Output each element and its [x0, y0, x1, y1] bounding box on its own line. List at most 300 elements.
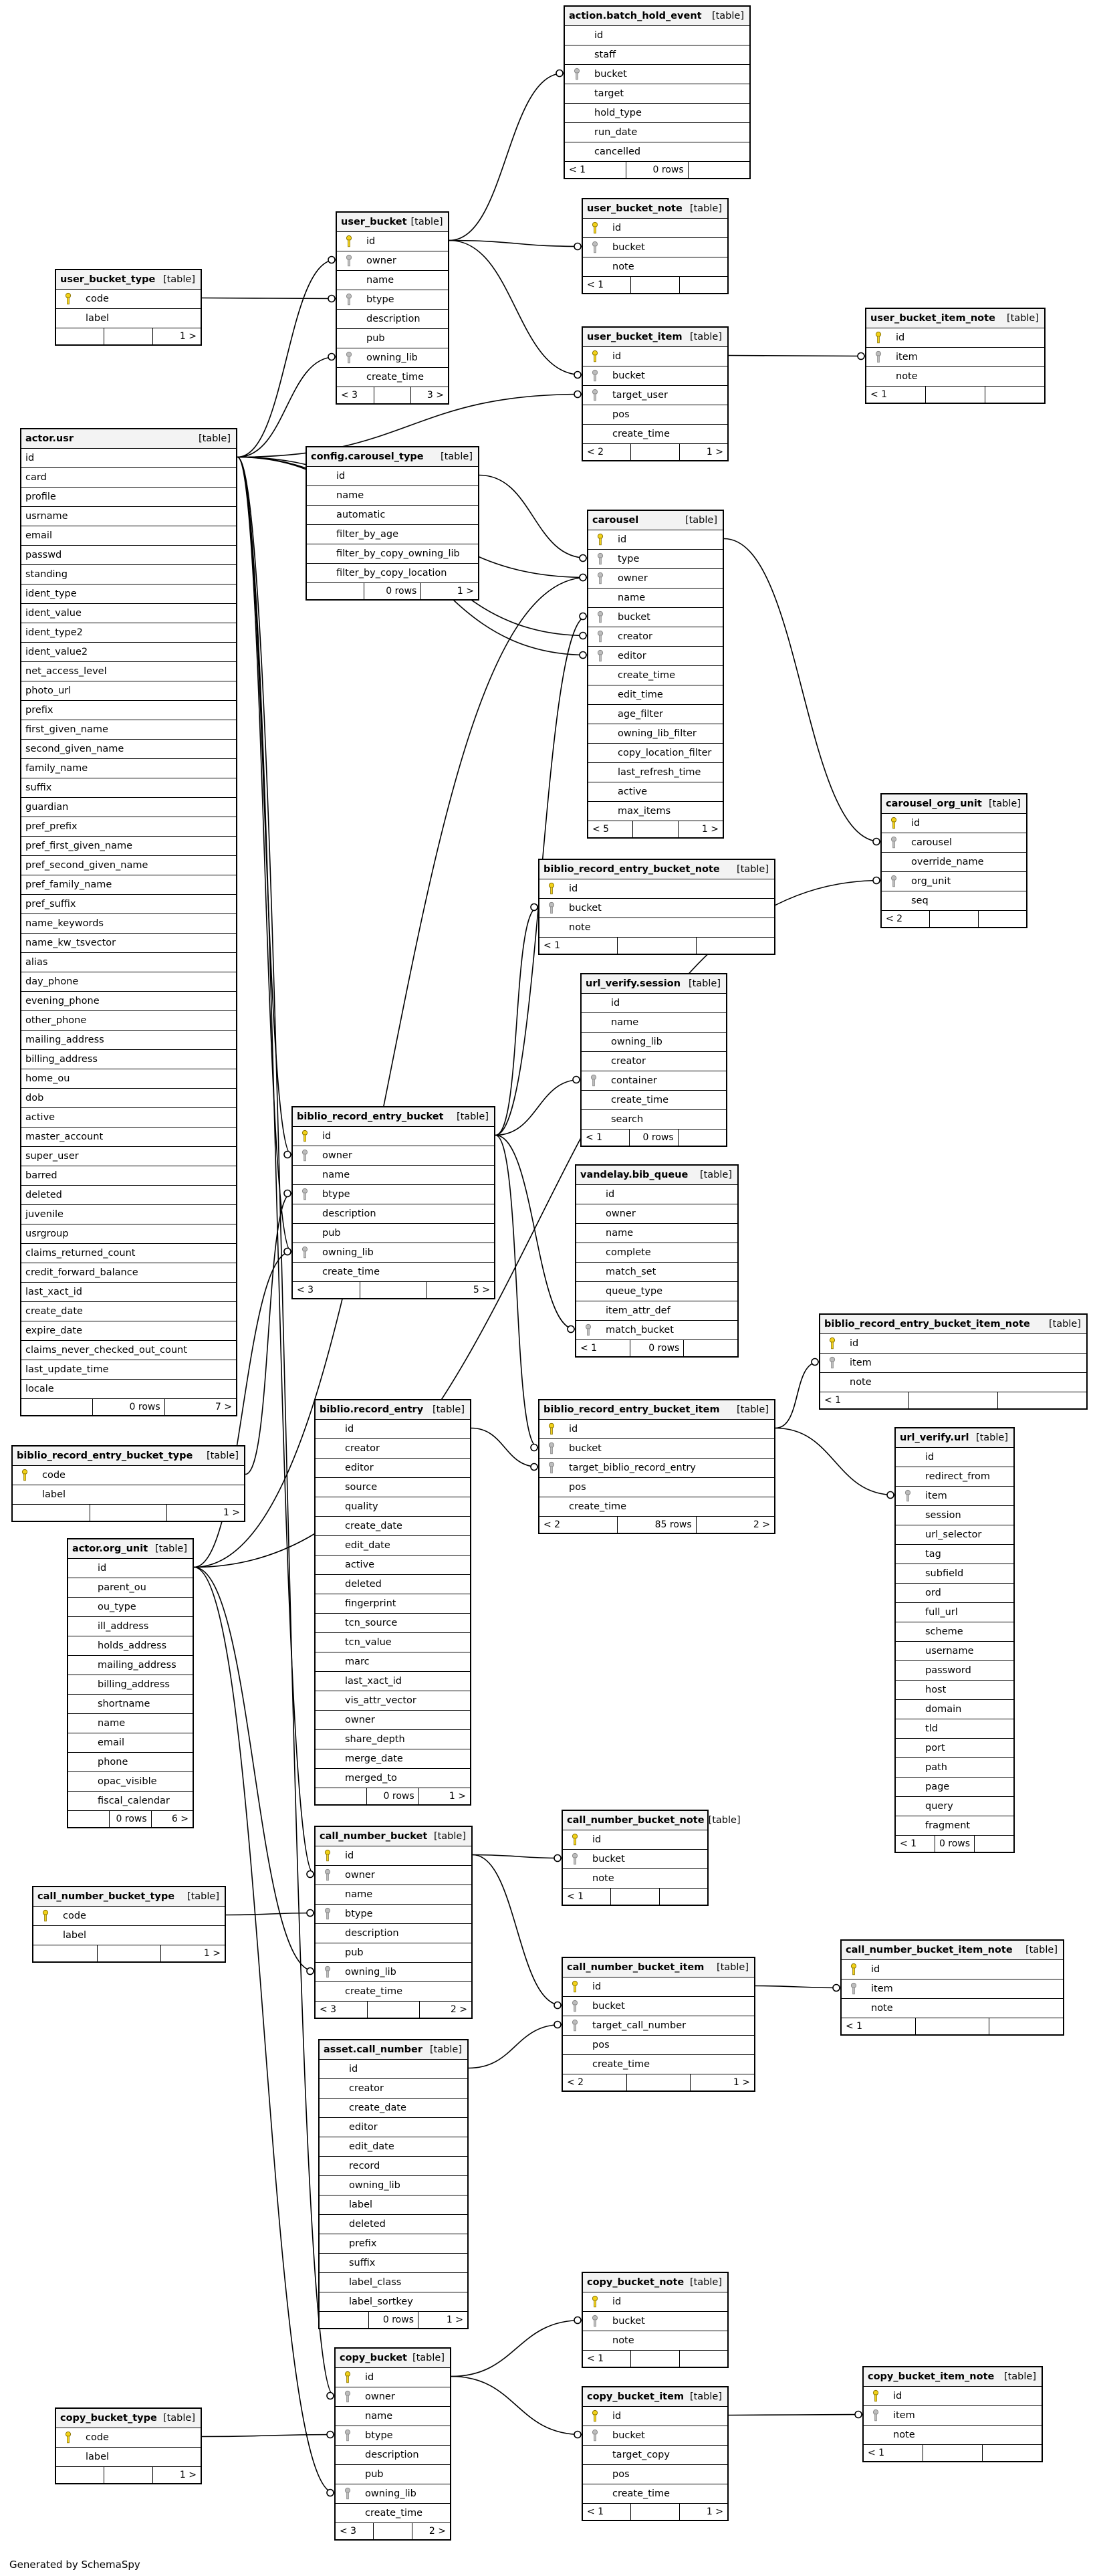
column-row[interactable]: [21, 1147, 236, 1166]
parent-count[interactable]: < 1: [820, 1392, 909, 1408]
child-count[interactable]: 3 >: [426, 390, 445, 401]
column-row[interactable]: [316, 1672, 470, 1691]
column-row[interactable]: [293, 1204, 494, 1224]
parent-count[interactable]: < 1: [583, 2351, 631, 2367]
column-row[interactable]: [563, 1869, 707, 1889]
column-row[interactable]: [21, 681, 236, 701]
column-row[interactable]: [588, 530, 723, 550]
child-count[interactable]: 1 >: [203, 1948, 221, 1959]
table-header[interactable]: [820, 1315, 1086, 1334]
table-copy-bucket-item[interactable]: [582, 2386, 729, 2521]
column-row[interactable]: [316, 1497, 470, 1517]
column-row[interactable]: [565, 26, 749, 45]
column-row[interactable]: [576, 1301, 737, 1321]
parent-count[interactable]: < 2: [583, 444, 631, 460]
column-row[interactable]: [565, 65, 749, 84]
column-row[interactable]: [866, 367, 1044, 387]
column-row[interactable]: [565, 84, 749, 104]
column-row[interactable]: [842, 1960, 1063, 1979]
child-count[interactable]: 2 >: [429, 2526, 446, 2537]
column-row[interactable]: [316, 1963, 471, 1982]
child-count[interactable]: 1 >: [701, 824, 719, 835]
parent-count[interactable]: < 1: [565, 162, 626, 178]
table-header[interactable]: [588, 511, 723, 530]
row-count[interactable]: 0 rows: [110, 1811, 151, 1827]
column-row[interactable]: [21, 1050, 236, 1069]
column-row[interactable]: [21, 1283, 236, 1302]
column-row[interactable]: [307, 506, 478, 525]
column-row[interactable]: [68, 1714, 193, 1733]
table-header[interactable]: [866, 309, 1044, 328]
column-row[interactable]: [320, 2292, 467, 2312]
column-row[interactable]: [337, 232, 448, 251]
column-row[interactable]: [882, 891, 1026, 911]
column-row[interactable]: [56, 290, 201, 309]
column-row[interactable]: [320, 2060, 467, 2079]
column-row[interactable]: [21, 720, 236, 740]
column-row[interactable]: [337, 368, 448, 387]
table-header[interactable]: [539, 1400, 774, 1420]
column-row[interactable]: [583, 2484, 727, 2504]
column-row[interactable]: [336, 2484, 450, 2504]
column-row[interactable]: [539, 899, 774, 918]
table-header[interactable]: [293, 1107, 494, 1127]
column-row[interactable]: [896, 1758, 1013, 1778]
column-row[interactable]: [293, 1243, 494, 1263]
column-row[interactable]: [576, 1204, 737, 1224]
column-row[interactable]: [316, 1769, 470, 1788]
column-row[interactable]: [565, 45, 749, 65]
column-row[interactable]: [563, 1977, 754, 1997]
column-row[interactable]: [866, 328, 1044, 348]
column-row[interactable]: [21, 468, 236, 488]
column-row[interactable]: [316, 1633, 470, 1652]
table-biblio-record-entry-bucket-note[interactable]: [538, 859, 775, 955]
column-row[interactable]: [21, 488, 236, 507]
table-url-verify-url[interactable]: [894, 1427, 1015, 1853]
column-row[interactable]: [842, 1979, 1063, 1999]
column-row[interactable]: [21, 972, 236, 992]
table-header[interactable]: [320, 2040, 467, 2060]
column-row[interactable]: [896, 1584, 1013, 1603]
table-user-bucket-type[interactable]: [55, 269, 202, 346]
column-row[interactable]: [896, 1739, 1013, 1758]
column-row[interactable]: [293, 1166, 494, 1185]
parent-count[interactable]: < 3: [336, 2523, 374, 2539]
column-row[interactable]: [316, 1846, 471, 1866]
column-row[interactable]: [316, 1982, 471, 2002]
child-count[interactable]: 6 >: [171, 1814, 189, 1824]
table-header[interactable]: [68, 1539, 193, 1559]
column-row[interactable]: [896, 1545, 1013, 1564]
column-row[interactable]: [33, 1926, 225, 1945]
parent-count[interactable]: < 1: [563, 1889, 611, 1905]
column-row[interactable]: [582, 1013, 726, 1033]
child-count[interactable]: 7 >: [215, 1402, 232, 1412]
table-header[interactable]: [307, 447, 478, 467]
column-row[interactable]: [316, 1555, 470, 1575]
table-url-verify-session[interactable]: [580, 973, 727, 1147]
column-row[interactable]: [583, 425, 727, 444]
column-row[interactable]: [896, 1797, 1013, 1816]
table-header[interactable]: [563, 1958, 754, 1977]
column-row[interactable]: [21, 1224, 236, 1244]
column-row[interactable]: [576, 1263, 737, 1282]
table-header[interactable]: [539, 860, 774, 879]
row-count[interactable]: 0 rows: [93, 1399, 164, 1415]
column-row[interactable]: [21, 1380, 236, 1399]
column-row[interactable]: [68, 1559, 193, 1578]
column-row[interactable]: [21, 507, 236, 526]
column-row[interactable]: [320, 2137, 467, 2157]
column-row[interactable]: [539, 1497, 774, 1517]
column-row[interactable]: [33, 1907, 225, 1926]
column-row[interactable]: [583, 238, 727, 257]
column-row[interactable]: [582, 994, 726, 1013]
table-call-number-bucket-item-note[interactable]: [840, 1939, 1064, 2036]
column-row[interactable]: [583, 2292, 727, 2312]
table-header[interactable]: [882, 794, 1026, 814]
table-header[interactable]: [842, 1941, 1063, 1960]
parent-count[interactable]: < 1: [583, 277, 631, 293]
column-row[interactable]: [563, 1850, 707, 1869]
column-row[interactable]: [21, 1166, 236, 1186]
column-row[interactable]: [820, 1354, 1086, 1373]
column-row[interactable]: [56, 309, 201, 328]
column-row[interactable]: [582, 1110, 726, 1130]
column-row[interactable]: [21, 1244, 236, 1263]
column-row[interactable]: [563, 1997, 754, 2016]
table-header[interactable]: [56, 2409, 201, 2428]
column-row[interactable]: [563, 1830, 707, 1850]
column-row[interactable]: [320, 2099, 467, 2118]
column-row[interactable]: [336, 2387, 450, 2407]
column-row[interactable]: [896, 1603, 1013, 1622]
column-row[interactable]: [588, 550, 723, 569]
table-call-number-bucket-item[interactable]: [562, 1957, 755, 2092]
column-row[interactable]: [336, 2407, 450, 2426]
column-row[interactable]: [307, 467, 478, 486]
column-row[interactable]: [21, 875, 236, 895]
column-row[interactable]: [539, 879, 774, 899]
column-row[interactable]: [21, 1321, 236, 1341]
column-row[interactable]: [896, 1642, 1013, 1661]
column-row[interactable]: [316, 1478, 470, 1497]
column-row[interactable]: [896, 1681, 1013, 1700]
column-row[interactable]: [896, 1448, 1013, 1467]
column-row[interactable]: [68, 1772, 193, 1792]
column-row[interactable]: [21, 895, 236, 914]
column-row[interactable]: [316, 1517, 470, 1536]
column-row[interactable]: [337, 251, 448, 271]
child-count[interactable]: 1 >: [179, 331, 197, 342]
column-row[interactable]: [13, 1466, 244, 1485]
parent-count[interactable]: < 1: [582, 1130, 630, 1146]
table-header[interactable]: [56, 270, 201, 290]
column-row[interactable]: [316, 1924, 471, 1943]
column-row[interactable]: [316, 1691, 470, 1711]
column-row[interactable]: [320, 2079, 467, 2099]
column-row[interactable]: [336, 2446, 450, 2465]
column-row[interactable]: [588, 666, 723, 685]
column-row[interactable]: [316, 1536, 470, 1555]
column-row[interactable]: [21, 1128, 236, 1147]
column-row[interactable]: [583, 366, 727, 386]
column-row[interactable]: [842, 1999, 1063, 2018]
column-row[interactable]: [316, 1885, 471, 1905]
table-header[interactable]: [337, 213, 448, 232]
column-row[interactable]: [576, 1224, 737, 1243]
column-row[interactable]: [21, 798, 236, 817]
column-row[interactable]: [582, 1071, 726, 1091]
child-count[interactable]: 2 >: [450, 2004, 467, 2015]
column-row[interactable]: [565, 104, 749, 123]
column-row[interactable]: [21, 604, 236, 623]
column-row[interactable]: [588, 802, 723, 821]
table-biblio-record-entry-bucket[interactable]: [291, 1106, 495, 1299]
column-row[interactable]: [588, 627, 723, 647]
column-row[interactable]: [68, 1753, 193, 1772]
column-row[interactable]: [588, 763, 723, 782]
column-row[interactable]: [576, 1282, 737, 1301]
table-biblio-record-entry-bucket-type[interactable]: [11, 1445, 245, 1522]
column-row[interactable]: [588, 782, 723, 802]
column-row[interactable]: [576, 1321, 737, 1340]
column-row[interactable]: [21, 701, 236, 720]
column-row[interactable]: [293, 1146, 494, 1166]
column-row[interactable]: [583, 2312, 727, 2331]
table-header[interactable]: [583, 2273, 727, 2292]
column-row[interactable]: [588, 705, 723, 724]
table-user-bucket[interactable]: [336, 211, 449, 405]
column-row[interactable]: [316, 1905, 471, 1924]
column-row[interactable]: [576, 1243, 737, 1263]
row-count[interactable]: 0 rows: [367, 1788, 418, 1804]
column-row[interactable]: [588, 744, 723, 763]
column-row[interactable]: [21, 584, 236, 604]
column-row[interactable]: [21, 643, 236, 662]
child-count[interactable]: 1 >: [446, 2315, 463, 2325]
table-copy-bucket-item-note[interactable]: [862, 2366, 1043, 2462]
table-header[interactable]: [582, 974, 726, 994]
column-row[interactable]: [13, 1485, 244, 1505]
column-row[interactable]: [307, 564, 478, 583]
table-actor-org-unit[interactable]: [67, 1538, 194, 1828]
column-row[interactable]: [565, 123, 749, 142]
table-config-carousel-type[interactable]: [306, 446, 479, 601]
column-row[interactable]: [21, 1108, 236, 1128]
child-count[interactable]: 1 >: [457, 586, 475, 597]
table-biblio-record-entry-bucket-item[interactable]: [538, 1399, 775, 1534]
column-row[interactable]: [21, 1186, 236, 1205]
parent-count[interactable]: < 1: [896, 1836, 935, 1852]
table-copy-bucket-note[interactable]: [582, 2272, 729, 2368]
column-row[interactable]: [588, 588, 723, 608]
child-count[interactable]: 1 >: [733, 2077, 751, 2088]
column-row[interactable]: [21, 914, 236, 934]
parent-count[interactable]: < 1: [866, 387, 926, 403]
table-header[interactable]: [33, 1887, 225, 1907]
column-row[interactable]: [21, 1263, 236, 1283]
column-row[interactable]: [293, 1224, 494, 1243]
column-row[interactable]: [68, 1792, 193, 1811]
column-row[interactable]: [583, 219, 727, 238]
table-header[interactable]: [316, 1827, 471, 1846]
parent-count[interactable]: < 5: [588, 821, 633, 837]
column-row[interactable]: [820, 1373, 1086, 1392]
column-row[interactable]: [320, 2215, 467, 2234]
table-carousel[interactable]: [587, 510, 724, 839]
table-copy-bucket-type[interactable]: [55, 2407, 202, 2484]
column-row[interactable]: [583, 2407, 727, 2426]
column-row[interactable]: [307, 544, 478, 564]
column-row[interactable]: [21, 1360, 236, 1380]
column-row[interactable]: [316, 1652, 470, 1672]
column-row[interactable]: [588, 569, 723, 588]
column-row[interactable]: [316, 1614, 470, 1633]
table-call-number-bucket[interactable]: [314, 1826, 473, 2019]
column-row[interactable]: [588, 647, 723, 666]
column-row[interactable]: [293, 1127, 494, 1146]
column-row[interactable]: [316, 1866, 471, 1885]
table-actor-usr[interactable]: [20, 428, 237, 1416]
column-row[interactable]: [336, 2504, 450, 2523]
column-row[interactable]: [320, 2195, 467, 2215]
column-row[interactable]: [582, 1033, 726, 1052]
column-row[interactable]: [866, 348, 1044, 367]
parent-count[interactable]: < 3: [293, 1282, 360, 1298]
column-row[interactable]: [68, 1598, 193, 1617]
column-row[interactable]: [21, 1341, 236, 1360]
parent-count[interactable]: < 1: [539, 938, 618, 954]
column-row[interactable]: [539, 918, 774, 938]
table-header[interactable]: [576, 1166, 737, 1185]
column-row[interactable]: [320, 2273, 467, 2292]
column-row[interactable]: [21, 837, 236, 856]
child-count[interactable]: 1 >: [223, 1507, 241, 1518]
column-row[interactable]: [896, 1778, 1013, 1797]
column-row[interactable]: [563, 2055, 754, 2074]
column-row[interactable]: [896, 1467, 1013, 1487]
row-count[interactable]: 0 rows: [364, 583, 422, 599]
parent-count[interactable]: < 2: [539, 1517, 618, 1533]
column-row[interactable]: [896, 1506, 1013, 1525]
column-row[interactable]: [56, 2448, 201, 2467]
column-row[interactable]: [539, 1478, 774, 1497]
row-count[interactable]: 0 rows: [626, 162, 688, 178]
column-row[interactable]: [588, 685, 723, 705]
column-row[interactable]: [582, 1052, 726, 1071]
parent-count[interactable]: < 2: [563, 2074, 627, 2090]
parent-count[interactable]: < 1: [842, 2018, 916, 2034]
table-vandelay-bib-queue[interactable]: [575, 1164, 739, 1358]
table-call-number-bucket-note[interactable]: [562, 1810, 741, 1906]
table-header[interactable]: [316, 1400, 470, 1420]
column-row[interactable]: [820, 1334, 1086, 1354]
column-row[interactable]: [583, 405, 727, 425]
column-row[interactable]: [316, 1439, 470, 1459]
column-row[interactable]: [583, 386, 727, 405]
table-copy-bucket[interactable]: [334, 2347, 451, 2541]
column-row[interactable]: [21, 623, 236, 643]
column-row[interactable]: [337, 329, 448, 348]
table-header[interactable]: [13, 1446, 244, 1466]
table-header[interactable]: [583, 199, 727, 219]
child-count[interactable]: 1 >: [449, 1791, 466, 1802]
column-row[interactable]: [316, 1749, 470, 1769]
row-count[interactable]: 0 rows: [369, 2312, 418, 2328]
child-count[interactable]: 1 >: [706, 447, 723, 457]
column-row[interactable]: [337, 290, 448, 310]
column-row[interactable]: [316, 1711, 470, 1730]
child-count[interactable]: 1 >: [706, 2506, 723, 2517]
table-user-bucket-note[interactable]: [582, 198, 729, 294]
child-count[interactable]: 5 >: [473, 1285, 491, 1295]
column-row[interactable]: [21, 817, 236, 837]
parent-count[interactable]: < 1: [583, 2504, 631, 2520]
column-row[interactable]: [21, 1205, 236, 1224]
column-row[interactable]: [582, 1091, 726, 1110]
table-header[interactable]: [864, 2367, 1042, 2387]
parent-count[interactable]: < 1: [864, 2445, 923, 2461]
column-row[interactable]: [336, 2426, 450, 2446]
column-row[interactable]: [293, 1185, 494, 1204]
column-row[interactable]: [320, 2234, 467, 2254]
column-row[interactable]: [896, 1719, 1013, 1739]
table-header[interactable]: [336, 2349, 450, 2368]
column-row[interactable]: [588, 724, 723, 744]
column-row[interactable]: [68, 1636, 193, 1656]
column-row[interactable]: [882, 833, 1026, 853]
column-row[interactable]: [583, 2331, 727, 2351]
column-row[interactable]: [21, 778, 236, 798]
column-row[interactable]: [21, 546, 236, 565]
table-asset-call-number[interactable]: [318, 2039, 469, 2329]
column-row[interactable]: [588, 608, 723, 627]
column-row[interactable]: [583, 2465, 727, 2484]
column-row[interactable]: [316, 1575, 470, 1594]
column-row[interactable]: [337, 310, 448, 329]
column-row[interactable]: [882, 814, 1026, 833]
parent-count[interactable]: < 2: [882, 911, 930, 927]
table-call-number-bucket-type[interactable]: [32, 1886, 226, 1963]
column-row[interactable]: [583, 2426, 727, 2446]
column-row[interactable]: [864, 2426, 1042, 2445]
row-count[interactable]: 85 rows: [618, 1517, 696, 1533]
column-row[interactable]: [316, 1420, 470, 1439]
parent-count[interactable]: < 3: [337, 387, 374, 403]
column-row[interactable]: [68, 1578, 193, 1598]
column-row[interactable]: [539, 1459, 774, 1478]
column-row[interactable]: [565, 142, 749, 162]
column-row[interactable]: [864, 2406, 1042, 2426]
column-row[interactable]: [56, 2428, 201, 2448]
column-row[interactable]: [583, 2446, 727, 2465]
row-count[interactable]: 0 rows: [935, 1836, 975, 1852]
column-row[interactable]: [896, 1622, 1013, 1642]
table-action-batch-hold-event[interactable]: [564, 5, 751, 179]
table-carousel-org-unit[interactable]: [880, 793, 1027, 928]
column-row[interactable]: [21, 449, 236, 468]
column-row[interactable]: [307, 486, 478, 506]
column-row[interactable]: [882, 853, 1026, 872]
table-user-bucket-item-note[interactable]: [865, 308, 1046, 404]
table-header[interactable]: [563, 1811, 741, 1830]
column-row[interactable]: [896, 1816, 1013, 1836]
row-count[interactable]: 0 rows: [630, 1340, 685, 1356]
column-row[interactable]: [21, 856, 236, 875]
column-row[interactable]: [539, 1439, 774, 1459]
